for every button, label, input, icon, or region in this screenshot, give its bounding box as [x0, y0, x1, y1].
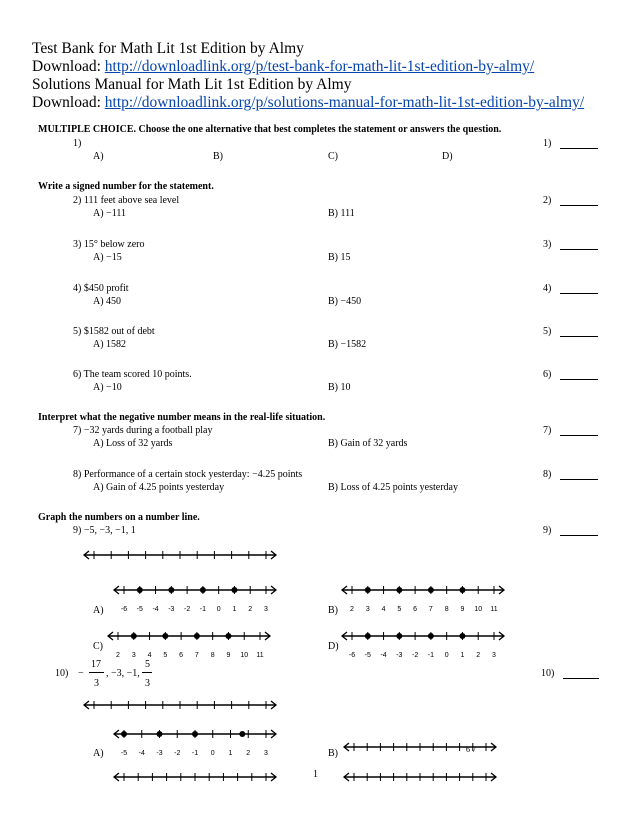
- tick-label: 11: [490, 606, 498, 613]
- q2-option-a: A) −111: [93, 208, 126, 219]
- q1-answer-label: 1): [543, 138, 552, 149]
- tick-label: 3: [492, 652, 496, 659]
- q10-option-b-partial-ticks: 6 7: [466, 745, 476, 754]
- tick-label: -4: [138, 750, 145, 757]
- download-label: Download:: [32, 58, 101, 75]
- section-graph-title: Graph the numbers on a number line.: [38, 512, 200, 523]
- q10-fraction-1-numerator: 17: [91, 659, 101, 670]
- tick-label: 0: [216, 606, 221, 613]
- plotted-point: [231, 587, 237, 593]
- tick-label: -2: [174, 750, 181, 757]
- q10-answer-label: 10): [541, 668, 555, 679]
- q8-answer-label: 8): [543, 469, 552, 480]
- tick-label: 10: [240, 652, 249, 659]
- tick-label: 8: [210, 652, 215, 659]
- tick-label: 5: [163, 652, 168, 659]
- tick-label: 9: [460, 606, 465, 613]
- q10-fraction-2-numerator: 5: [145, 659, 150, 670]
- tick-label: 1: [232, 606, 237, 613]
- tick-label: 11: [256, 652, 264, 659]
- tick-label: -1: [191, 750, 199, 757]
- tick-label: -5: [136, 606, 143, 613]
- tick-label: 6: [179, 652, 184, 659]
- tick-label: 9: [226, 652, 231, 659]
- plotted-point: [168, 587, 174, 593]
- q1-option-a: A): [93, 151, 104, 162]
- q6-stem: 6) The team scored 10 points.: [73, 369, 192, 380]
- q10-option-a-label: A): [93, 748, 104, 759]
- q1-option-b: B): [213, 151, 223, 162]
- q4-option-a: A) 450: [93, 296, 122, 307]
- q8-option-b: B) Loss of 4.25 points yesterday: [328, 482, 458, 493]
- header-title-solutions: Solutions Manual for Math Lit 1st Edition by Almy: [32, 76, 352, 93]
- tick-label: 4: [147, 652, 152, 659]
- tick-label: 2: [476, 652, 481, 659]
- plotted-point: [162, 633, 168, 639]
- q9-option-c-label: C): [93, 641, 103, 652]
- q8-stem: 8) Performance of a certain stock yesterday: −4.25 points: [73, 469, 303, 480]
- q7-option-a: A) Loss of 32 yards: [93, 438, 173, 449]
- plotted-point: [192, 731, 198, 737]
- q7-answer-blank[interactable]: [560, 435, 598, 436]
- q8-answer-blank[interactable]: [560, 479, 598, 480]
- q9-blank-number-line: [80, 545, 280, 565]
- q7-answer-label: 7): [543, 425, 552, 436]
- tick-label: 5: [397, 606, 402, 613]
- tick-label: -4: [380, 652, 387, 659]
- tick-label: -3: [168, 606, 175, 613]
- q4-option-b: B) −450: [328, 296, 362, 307]
- q7-option-b: B) Gain of 32 yards: [328, 438, 408, 449]
- q1-option-d: D): [442, 151, 453, 162]
- q9-option-c-number-line: [104, 624, 274, 664]
- q8-option-a: A) Gain of 4.25 points yesterday: [93, 482, 225, 493]
- tick-label: 2: [246, 750, 251, 757]
- plotted-point: [157, 731, 163, 737]
- q5-answer-label: 5): [543, 326, 552, 337]
- q10-fraction-1-denominator: 3: [94, 678, 99, 689]
- q2-stem: 2) 111 feet above sea level: [73, 195, 180, 206]
- tick-label: 3: [264, 606, 268, 613]
- plotted-point: [121, 731, 127, 737]
- q3-option-b: B) 15: [328, 252, 351, 263]
- q9-stem: 9) −5, −3, −1, 1: [73, 525, 136, 536]
- tick-label: -2: [183, 606, 191, 613]
- q6-answer-label: 6): [543, 369, 552, 380]
- q2-answer-blank[interactable]: [560, 205, 598, 206]
- section-interpret-title: Interpret what the negative number means in the real-life situation.: [38, 412, 326, 423]
- tick-label: 8: [444, 606, 449, 613]
- q1-option-c: C): [328, 151, 338, 162]
- tick-label: 10: [474, 606, 483, 613]
- tick-label: 3: [365, 606, 370, 613]
- tick-label: -3: [156, 750, 163, 757]
- q10-number: 10): [55, 668, 69, 679]
- q10-answer-blank[interactable]: [563, 678, 599, 679]
- plotted-point: [365, 633, 371, 639]
- q7-stem: 7) −32 yards during a football play: [73, 425, 213, 436]
- q3-answer-label: 3): [543, 239, 552, 250]
- q9-option-b-number-line: [338, 578, 508, 618]
- q9-option-d-label: D): [328, 641, 339, 652]
- tick-label: -6: [120, 606, 128, 613]
- q6-option-a: A) −10: [93, 382, 122, 393]
- header-title-test-bank: Test Bank for Math Lit 1st Edition by Almy: [32, 40, 304, 57]
- tick-label: 2: [248, 606, 253, 613]
- q9-answer-blank[interactable]: [560, 535, 598, 536]
- q10-fraction-2-bar: [142, 672, 152, 673]
- plotted-point: [239, 731, 245, 737]
- tick-label: -5: [364, 652, 371, 659]
- tick-label: 2: [116, 652, 120, 659]
- tick-label: 4: [381, 606, 386, 613]
- bottom-number-line-left: [110, 767, 280, 787]
- tick-label: 1: [460, 652, 465, 659]
- q10-blank-number-line: [80, 695, 280, 715]
- tick-label: -1: [199, 606, 207, 613]
- tick-label: 0: [444, 652, 449, 659]
- plotted-point: [428, 633, 434, 639]
- q1-answer-blank[interactable]: [560, 148, 598, 149]
- tick-label: 6: [413, 606, 418, 613]
- plotted-point: [131, 633, 137, 639]
- tick-label: -4: [152, 606, 159, 613]
- q3-stem: 3) 15° below zero: [73, 239, 145, 250]
- tick-label: -3: [396, 652, 403, 659]
- q2-answer-label: 2): [543, 195, 552, 206]
- plotted-point: [428, 587, 434, 593]
- plotted-point: [459, 587, 465, 593]
- q2-option-b: B) 111: [328, 208, 355, 219]
- plotted-point: [396, 633, 402, 639]
- header-download-line-2: [32, 94, 584, 112]
- plotted-point: [200, 587, 206, 593]
- q5-stem: 5) $1582 out of debt: [73, 326, 155, 337]
- plotted-point: [459, 633, 465, 639]
- tick-label: -1: [427, 652, 435, 659]
- q3-answer-blank[interactable]: [560, 249, 598, 250]
- page-number: 1: [313, 769, 318, 780]
- q10-fraction-1-bar: [89, 672, 104, 673]
- q5-option-b: B) −1582: [328, 339, 367, 350]
- plotted-point: [225, 633, 231, 639]
- q3-option-a: A) −15: [93, 252, 122, 263]
- q4-stem: 4) $450 profit: [73, 283, 129, 294]
- q9-option-a-label: A): [93, 605, 104, 616]
- q10-option-b-number-line: [340, 737, 500, 757]
- q1-number: 1): [73, 138, 82, 149]
- plotted-point: [194, 633, 200, 639]
- section-signed-title: Write a signed number for the statement.: [38, 181, 214, 192]
- q4-answer-label: 4): [543, 283, 552, 294]
- q5-answer-blank[interactable]: [560, 336, 598, 337]
- q10-fraction-2-denominator: 3: [145, 678, 150, 689]
- tick-label: 7: [194, 652, 199, 659]
- q9-option-b-label: B): [328, 605, 338, 616]
- plotted-point: [396, 587, 402, 593]
- tick-label: 7: [428, 606, 433, 613]
- plotted-point: [137, 587, 143, 593]
- q10-option-b-label: B): [328, 748, 338, 759]
- q9-option-d-number-line: [338, 624, 508, 664]
- plotted-point: [365, 587, 371, 593]
- download-label: Download:: [32, 94, 101, 111]
- q6-answer-blank[interactable]: [560, 379, 598, 380]
- q9-answer-label: 9): [543, 525, 552, 536]
- test-bank-link[interactable]: http://downloadlink.org/p/test-bank-for-math-lit-1st-edition-by-almy/: [104, 58, 535, 75]
- tick-label: 3: [264, 750, 268, 757]
- q10-minus-sign: −: [78, 668, 84, 679]
- mc-instructions: MULTIPLE CHOICE. Choose the one alternative that best completes the statement or answers the question.: [38, 124, 502, 135]
- header-download-line-1: [32, 58, 534, 76]
- tick-label: 1: [228, 750, 233, 757]
- bottom-number-line-right: [340, 767, 500, 787]
- tick-label: 3: [131, 652, 136, 659]
- solutions-link[interactable]: http://downloadlink.org/p/solutions-manual-for-math-lit-1st-edition-by-almy/: [104, 94, 585, 111]
- q4-answer-blank[interactable]: [560, 293, 598, 294]
- q6-option-b: B) 10: [328, 382, 351, 393]
- tick-label: -2: [411, 652, 419, 659]
- tick-label: -6: [348, 652, 356, 659]
- q10-middle-values: , −3, −1,: [106, 668, 140, 679]
- q9-option-a-number-line: [110, 578, 280, 618]
- q10-option-a-number-line: [110, 722, 280, 762]
- tick-label: 2: [350, 606, 354, 613]
- tick-label: -5: [120, 750, 128, 757]
- tick-label: 0: [210, 750, 215, 757]
- q5-option-a: A) 1582: [93, 339, 127, 350]
